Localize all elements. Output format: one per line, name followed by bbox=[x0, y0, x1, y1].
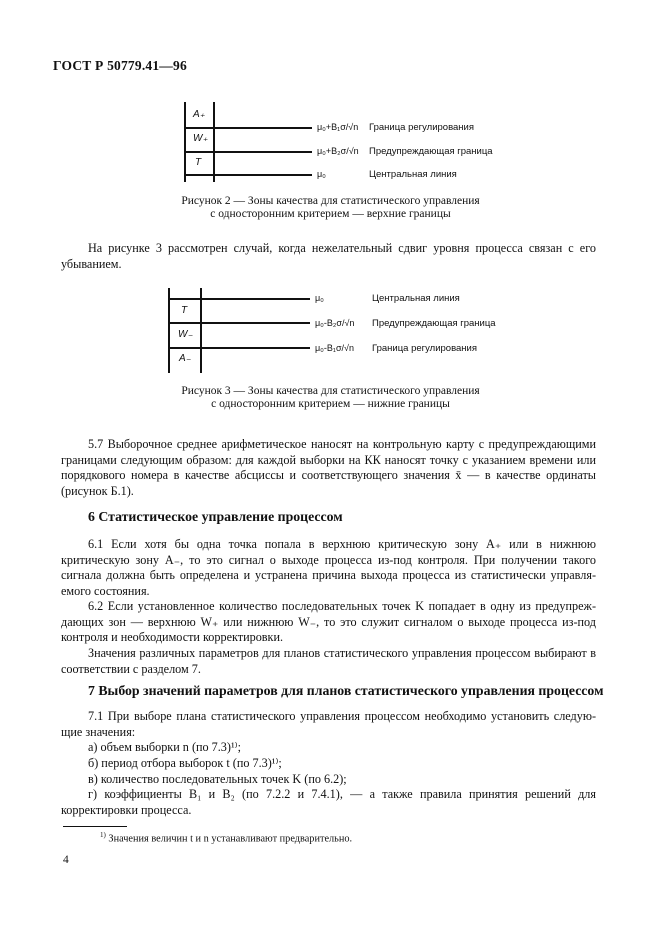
figure-2-control-limit-line bbox=[184, 127, 312, 129]
formula-lower-warning: μ₀-B₂σ/√n bbox=[315, 318, 355, 328]
zone-w-minus: W₋ bbox=[178, 329, 193, 340]
figure-3-center-line bbox=[168, 298, 310, 300]
label-warning-limit: Предупреждающая граница bbox=[369, 146, 493, 157]
formula-lower-control: μ₀-B₁σ/√n bbox=[315, 343, 354, 353]
zone-t: T bbox=[181, 305, 188, 316]
label-warning-limit: Предупреждающая граница bbox=[372, 318, 496, 329]
label-center-line: Центральная линия bbox=[372, 293, 460, 304]
section-7-heading: 7 Выбор значений параметров для планов статистического управления процессом bbox=[88, 683, 604, 698]
section-6-heading: 6 Статистическое управление процессом bbox=[88, 509, 343, 524]
formula-upper-control: μ₀+B₁σ/√n bbox=[317, 122, 359, 132]
paragraph-6-3: Значения различных параметров для планов статистического управления процессом выбирают в соответствии с разделом 7. bbox=[61, 646, 596, 676]
figure-3-control-limit-line bbox=[168, 347, 310, 349]
figure-2-caption bbox=[0, 195, 661, 221]
label-center-line: Центральная линия bbox=[369, 169, 457, 180]
page-number: 4 bbox=[63, 854, 69, 866]
formula-center: μ₀ bbox=[315, 293, 324, 303]
paragraph-5-7: 5.7 Выборочное среднее арифметическое наносят на контрольную карту с предупреждающими границами следующим образом: для каждой выборки на КК наносят точку с указанием времени или порядкового номера в качестве абсциссы и соответствующего значения x̄ — в качестве ординаты (рисунок Б.1). bbox=[61, 437, 596, 498]
zone-t: T bbox=[195, 157, 202, 168]
caption-line-1: Рисунок 3 — Зоны качества для статистического управления bbox=[181, 385, 480, 397]
zone-a-minus: A₋ bbox=[179, 353, 191, 364]
footnote-divider bbox=[63, 826, 127, 827]
label-control-limit: Граница регулирования bbox=[369, 122, 475, 133]
figure-2-axis-left bbox=[184, 102, 186, 182]
list-item-b: б) период отбора выборок t (по 7.3)¹⁾; bbox=[88, 756, 282, 770]
formula-center: μ₀ bbox=[317, 169, 326, 179]
figure-2-center-line bbox=[184, 174, 312, 176]
zone-a-plus: A₊ bbox=[193, 109, 205, 120]
paragraph-6-1: 6.1 Если хотя бы одна точка попала в верхнюю критическую зону A₊ или в нижнюю критическую зону A₋, то это сигнал о выходе процесса из-под контроля. При получении такого сигнала должна быть определена и устранена причина выхода процесса из статистически управляемого состояния. bbox=[61, 537, 596, 598]
paragraph-6-2: 6.2 Если установленное количество последовательных точек K попадает в одну из предупреждающих зон — верхнюю W₊ или нижнюю W₋, то это служит сигналом о выходе процесса из-под контроля и необходимости корректировки. bbox=[61, 599, 596, 645]
document-header: ГОСТ Р 50779.41—96 bbox=[53, 58, 187, 73]
paragraph-intro-figure-3: На рисунке 3 рассмотрен случай, когда нежелательный сдвиг уровня процесса связан с его убыванием. bbox=[61, 241, 596, 271]
figure-3-axis-left bbox=[168, 288, 170, 373]
formula-upper-warning: μ₀+B₂σ/√n bbox=[317, 146, 359, 156]
figure-3-caption bbox=[0, 385, 661, 411]
caption-line-2: с односторонним критерием — нижние границы bbox=[211, 398, 450, 410]
figure-3-axis-inner bbox=[200, 288, 202, 373]
footnote-marker: 1) bbox=[100, 831, 106, 839]
figure-3-warning-limit-line bbox=[168, 322, 310, 324]
caption-line-2: с односторонним критерием — верхние границы bbox=[210, 208, 451, 220]
figure-2-warning-limit-line bbox=[184, 151, 312, 153]
list-item-c: в) количество последовательных точек K (по 6.2); bbox=[88, 772, 347, 786]
footnote bbox=[100, 831, 352, 844]
figure-2-axis-inner bbox=[213, 102, 215, 182]
list-item-a: а) объем выборки n (по 7.3)¹⁾; bbox=[88, 740, 241, 754]
list-item-d: г) коэффициенты B₁ и B₂ (по 7.2.2 и 7.4.1), — а также правила принятия решений для корректировки процесса. bbox=[61, 787, 596, 817]
label-control-limit: Граница регулирования bbox=[372, 343, 478, 354]
zone-w-plus: W₊ bbox=[193, 133, 208, 144]
caption-line-1: Рисунок 2 — Зоны качества для статистического управления bbox=[181, 195, 480, 207]
footnote-text: Значения величин t и n устанавливают предварительно. bbox=[108, 833, 353, 845]
paragraph-7-1: 7.1 При выборе плана статистического управления процессом необходимо установить следующие значения: bbox=[61, 709, 596, 739]
